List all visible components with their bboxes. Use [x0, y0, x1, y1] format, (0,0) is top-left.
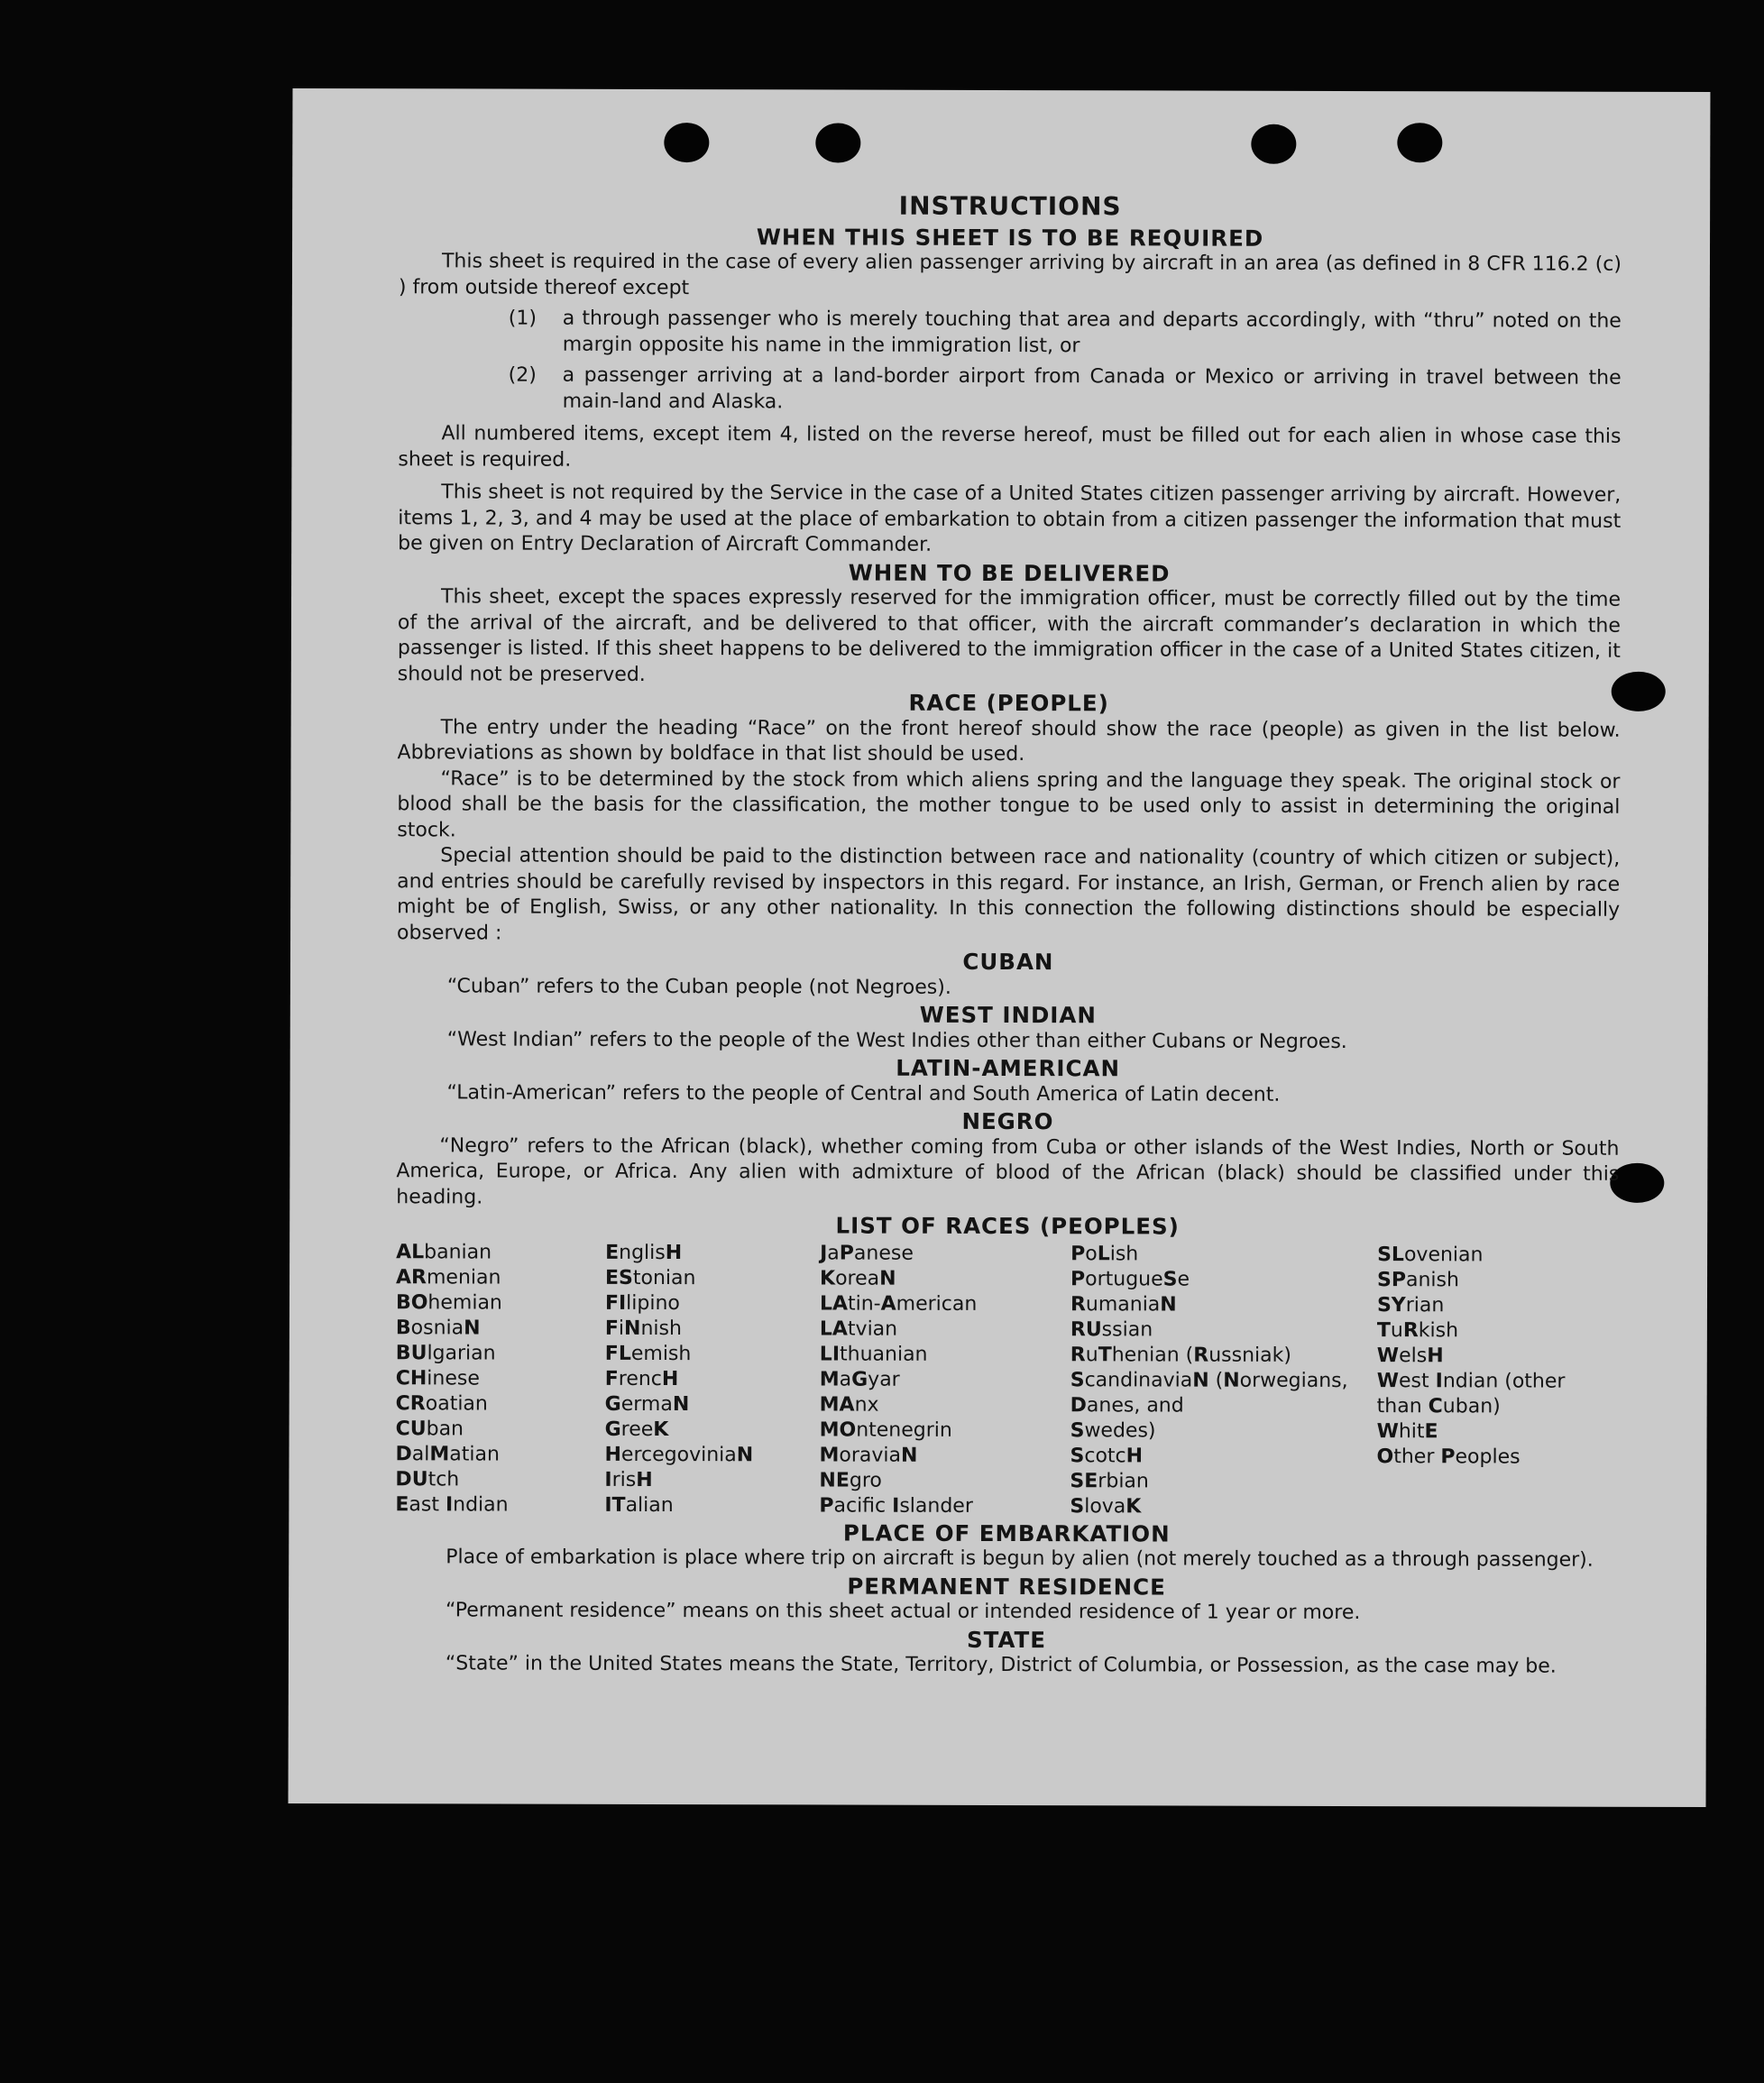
race-entry: LIthuanian	[819, 1342, 928, 1366]
definition-text: “West Indian” refers to the people of the West Indies other than either Cubans or Negroes.	[446, 1027, 1347, 1053]
race-entry: FiNnish	[604, 1317, 682, 1340]
race-entry: ARmenian	[396, 1265, 501, 1289]
definition-text: Place of embarkation is place where trip on aircraft is begun by alien (not merely touched as a through passenger).	[446, 1546, 1594, 1572]
item-text: a passenger arriving at a land-border airport from Canada or Mexico or arriving in travel between the main-land and Alaska.	[562, 363, 1622, 413]
race-entry: MaGyar	[819, 1367, 900, 1391]
race-entry: SLovenian	[1377, 1243, 1484, 1266]
race-entry: JaPanese	[820, 1241, 914, 1265]
race-entry: GreeK	[604, 1418, 669, 1441]
race-entry: CHinese	[395, 1366, 480, 1390]
section-heading: PERMANENT RESIDENCE	[847, 1573, 1166, 1600]
race-entry: RumaniaN	[1070, 1292, 1177, 1317]
race-entry: Other Peoples	[1376, 1445, 1521, 1469]
paragraph: This sheet, except the spaces expressly reserved for the immigration officer, must be correctly filled out by the time of the arrival of the aircraft, and be delivered to that officer, with the aircraft commander’s declaration in which the passenger is listed. If this sheet happens to be delivered to the immigration officer in the case of a United States citizen, it should not be preserved.	[397, 585, 1622, 686]
race-entry: ScotcH	[1070, 1444, 1144, 1467]
race-list	[395, 1240, 1619, 1521]
punch-hole	[815, 123, 860, 162]
race-entry: MOntenegrin	[819, 1418, 952, 1442]
race-column	[819, 1241, 1070, 1519]
list-item	[399, 362, 1622, 418]
race-entry: LAtvian	[819, 1317, 898, 1341]
race-entry: LAtin-American	[819, 1291, 978, 1316]
punch-hole	[664, 123, 709, 162]
paragraph: This sheet is required in the case of every alien passenger arriving by aircraft in an area (as defined in 8 CFR 116.2 (c) ) from outside thereof except	[398, 250, 1622, 299]
list-item	[399, 306, 1622, 361]
race-entry: CRoatian	[395, 1391, 488, 1416]
paragraph: Special attention should be paid to the distinction between race and nationality (country of which citizen or subject), and entries should be carefully revised by inspectors in this regard. For instance, an Irish, German, or French alien by race might be of English, Swiss, or any other nationality. In this connection the following distinctions should be especially observed :	[397, 844, 1621, 945]
page-title: INSTRUCTIONS	[898, 190, 1122, 222]
definition-text: “Negro” refers to the African (black), whether coming from Cuba or other islands of the West Indies, North or South America, Europe, or Africa. Any alien with admixture of blood of the African (black) should be classified under this heading.	[396, 1133, 1620, 1209]
race-entry: KoreaN	[820, 1266, 896, 1290]
race-entry: BOhemian	[395, 1290, 502, 1315]
definition-text: “Latin-American” refers to the people of Central and South America of Latin decent.	[446, 1080, 1281, 1106]
section-heading: WHEN THIS SHEET IS TO BE REQUIRED	[756, 223, 1264, 252]
paragraph: This sheet is not required by the Service in the case of a United States citizen passenger arriving by aircraft. However, items 1, 2, 3, and 4 may be used at the place of embarkation to obtain from a citizen passenger the information that must be given on Entry Declaration of Aircraft Commander.	[398, 481, 1622, 556]
race-entry: WhitE	[1376, 1419, 1438, 1443]
race-entry: Danes, and	[1070, 1393, 1184, 1418]
race-entry: than Cuban)	[1376, 1394, 1501, 1418]
race-entry: CUban	[395, 1417, 464, 1440]
race-entry: ScandinaviaN (Norwegians,	[1070, 1368, 1348, 1392]
race-entry: NEgro	[819, 1468, 882, 1492]
race-entry: MoraviaN	[819, 1443, 918, 1467]
race-column	[1376, 1243, 1619, 1521]
section-heading: WHEN TO BE DELIVERED	[848, 559, 1171, 586]
race-entry: GermaN	[604, 1392, 690, 1416]
document-page	[289, 88, 1711, 1807]
item-text: a through passenger who is merely touching that area and departs accordingly, with “thru” noted on the margin opposite his name in the immigration list, or	[562, 307, 1622, 357]
race-entry: BosniaN	[395, 1316, 481, 1339]
race-entry: EnglisH	[605, 1241, 683, 1264]
race-entry: PoLish	[1070, 1242, 1139, 1265]
section-heading: CUBAN	[962, 948, 1054, 976]
section-heading: STATE	[966, 1626, 1047, 1653]
section-heading: NEGRO	[961, 1107, 1054, 1135]
section-heading: LIST OF RACES (PEOPLES)	[835, 1212, 1180, 1240]
race-entry: MAnx	[819, 1392, 879, 1417]
race-entry: FIlipino	[604, 1291, 680, 1315]
race-entry: SlovaK	[1070, 1494, 1142, 1518]
section-heading: WEST INDIAN	[919, 1001, 1097, 1029]
race-entry: SErbian	[1070, 1469, 1149, 1492]
race-entry: DUtch	[395, 1467, 460, 1491]
definition-text: “State” in the United States means the State, Territory, District of Columbia, or Possession, as the case may be.	[445, 1652, 1557, 1678]
instructions-content	[395, 192, 1622, 1680]
race-entry: RuThenian (Russniak)	[1070, 1343, 1292, 1367]
race-entry: WelsH	[1376, 1344, 1444, 1367]
race-entry: Swedes)	[1070, 1418, 1156, 1442]
race-column	[1070, 1242, 1377, 1520]
race-entry: HercegoviniaN	[604, 1443, 754, 1466]
paragraph: “Race” is to be determined by the stock from which aliens spring and the language they speak. The original stock or blood shall be the basis for the classification, the mother tongue to be used only to assist in determining the original stock.	[397, 766, 1621, 841]
item-number: (2)	[508, 363, 537, 387]
section-heading: RACE (PEOPLE)	[908, 689, 1109, 717]
race-entry: FrencH	[604, 1367, 679, 1390]
race-entry: ITalian	[604, 1493, 674, 1517]
race-entry: West Indian (other	[1376, 1369, 1566, 1393]
race-entry: Pacific Islander	[819, 1493, 973, 1518]
race-entry: SYrian	[1376, 1293, 1445, 1317]
paragraph: The entry under the heading “Race” on the front hereof should show the race (people) as given in the list below. Abbreviations as shown by boldface in that list should be used.	[397, 715, 1621, 766]
item-number: (1)	[508, 307, 537, 330]
section-heading: LATIN-AMERICAN	[896, 1054, 1121, 1082]
race-entry: FLemish	[604, 1342, 692, 1365]
punch-hole	[1397, 123, 1442, 162]
race-column	[604, 1240, 820, 1519]
race-entry: TuRkish	[1376, 1318, 1459, 1342]
section-heading: PLACE OF EMBARKATION	[842, 1519, 1171, 1546]
race-entry: PortugueSe	[1070, 1267, 1190, 1291]
race-entry: East Indian	[395, 1492, 509, 1517]
race-entry: EStonian	[605, 1266, 696, 1289]
race-entry: RUssian	[1070, 1317, 1153, 1341]
race-column	[395, 1240, 605, 1519]
punch-hole	[1251, 124, 1296, 164]
paragraph: All numbered items, except item 4, listed on the reverse hereof, must be filled out for each alien in whose case this sheet is required.	[398, 422, 1622, 472]
race-entry: DalMatian	[395, 1442, 500, 1466]
race-entry: BUlgarian	[395, 1341, 496, 1365]
race-entry: IrisH	[604, 1468, 653, 1491]
race-entry: ALbanian	[396, 1240, 492, 1264]
definition-text: “Permanent residence” means on this sheet actual or intended residence of 1 year or more.	[446, 1599, 1361, 1625]
race-entry: SPanish	[1377, 1268, 1459, 1291]
definition-text: “Cuban” refers to the Cuban people (not Negroes).	[446, 974, 951, 999]
